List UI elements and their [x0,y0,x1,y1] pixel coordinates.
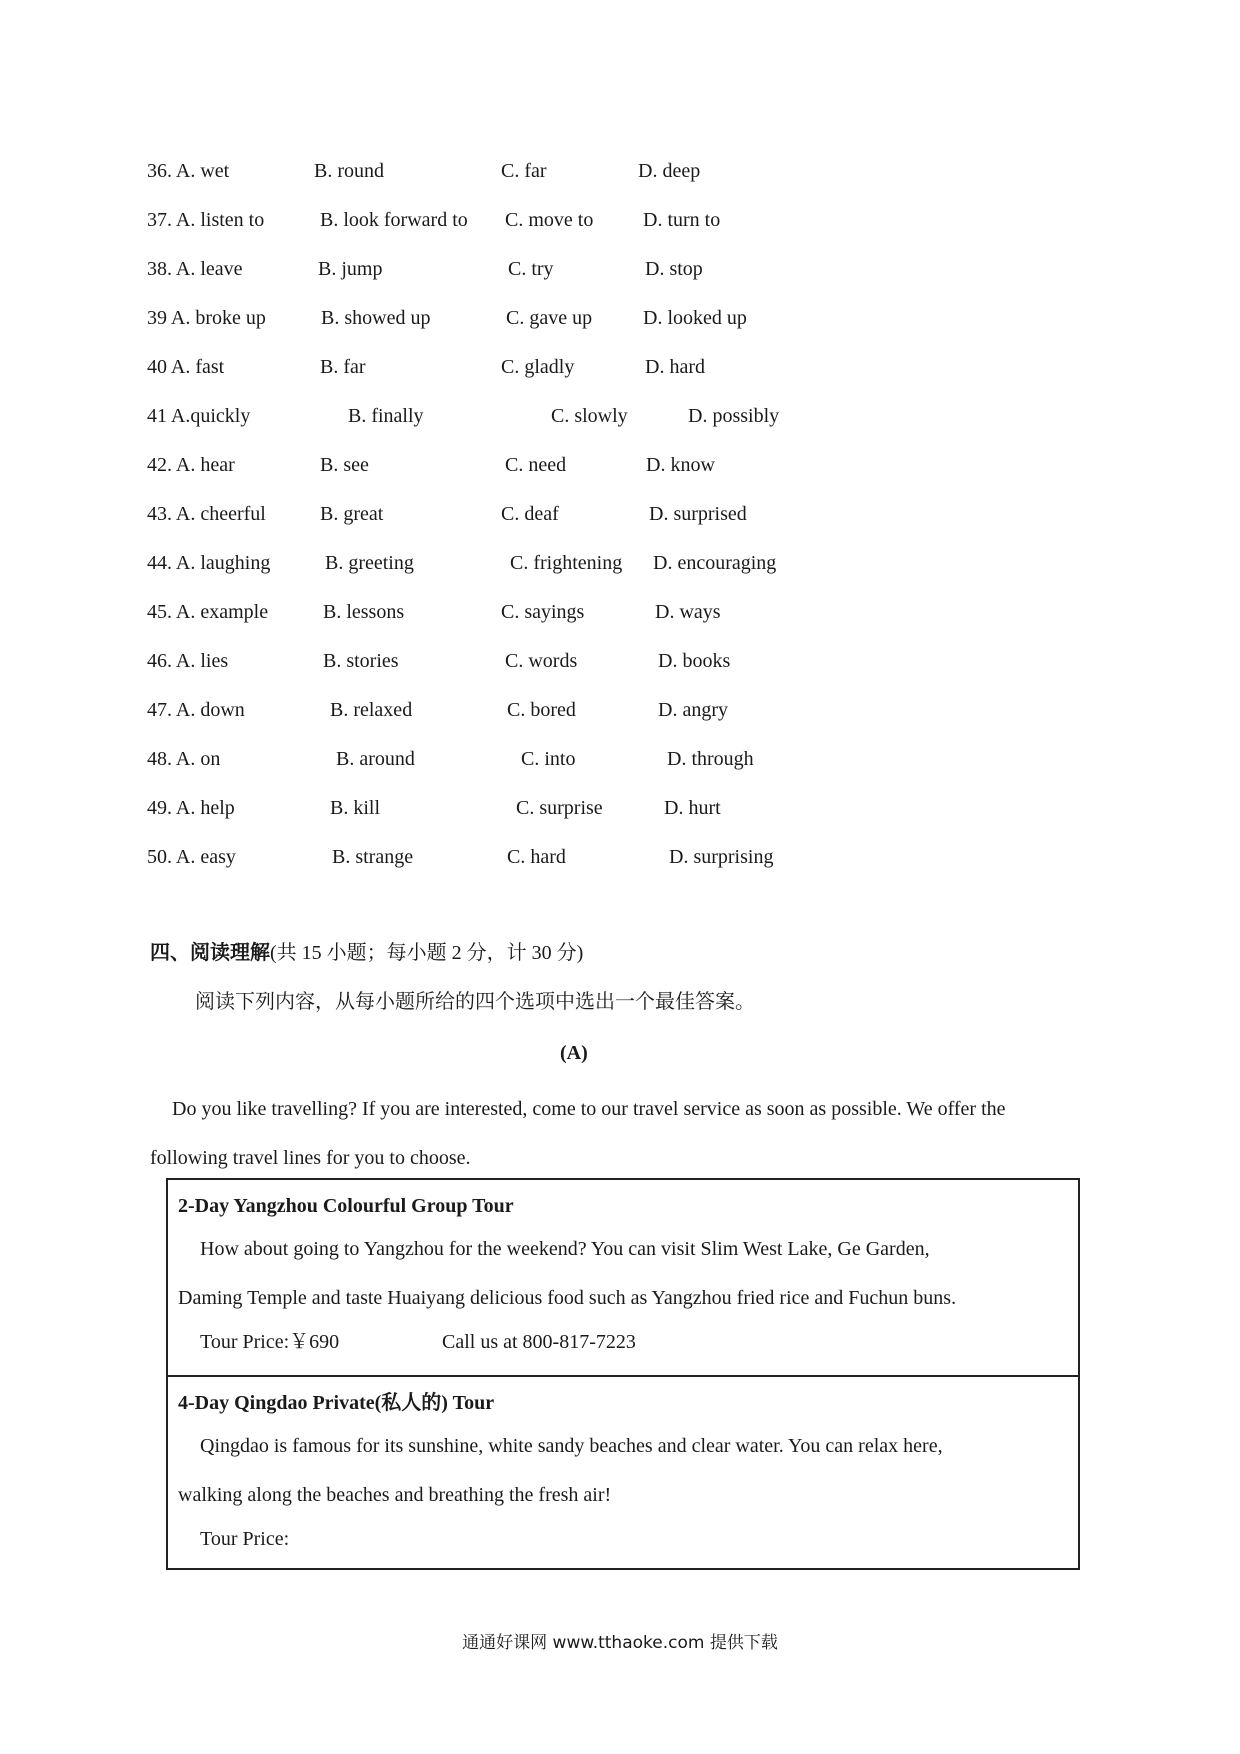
option-b: B. lessons [323,601,405,623]
option-c: C. deaf [501,503,559,525]
option-b: B. around [336,748,415,770]
question-row-48 [0,744,1240,774]
option-d: D. through [667,748,754,770]
question-row-37 [0,205,1240,235]
option-a: 39 A. broke up [147,307,266,329]
tour-cell-qingdao [168,1377,1078,1568]
option-a: 46. A. lies [147,650,229,672]
option-c: C. into [521,748,576,770]
passage-intro-line-1: Do you like travelling? If you are interested, come to our travel service as soon as possible. We offer the [172,1098,1006,1120]
option-a: 50. A. easy [147,846,236,868]
option-d: D. surprising [669,846,774,868]
option-c: C. bored [507,699,576,721]
question-row-36 [0,156,1240,186]
option-a: 44. A. laughing [147,552,271,574]
tour-description-line-1: Qingdao is famous for its sunshine, white sandy beaches and clear water. You can relax here, [200,1435,943,1457]
tour-title: 2-Day Yangzhou Colourful Group Tour [178,1195,514,1217]
question-row-46 [0,646,1240,676]
tour-price: Tour Price:￥690 [200,1331,340,1353]
option-c: C. sayings [501,601,585,623]
option-a: 48. A. on [147,748,221,770]
section-instruction: 阅读下列内容，从每小题所给的四个选项中选出一个最佳答案。 [195,991,755,1013]
option-c: C. frightening [510,552,623,574]
option-c: C. gladly [501,356,575,378]
tour-description-line-2: Daming Temple and taste Huaiyang delicious food such as Yangzhou fried rice and Fuchun buns. [178,1287,957,1309]
question-row-41 [0,401,1240,431]
option-d: D. stop [645,258,703,280]
option-a: 38. A. leave [147,258,243,280]
option-d: D. looked up [643,307,747,329]
section-heading-bold: 四、阅读理解 [150,942,270,964]
option-b: B. far [320,356,366,378]
option-c: C. try [508,258,554,280]
option-a: 36. A. wet [147,160,230,182]
option-c: C. far [501,160,547,182]
option-a: 37. A. listen to [147,209,265,231]
option-a: 45. A. example [147,601,269,623]
question-row-47 [0,695,1240,725]
section-heading-scoring: (共 15 小题；每小题 2 分，计 30 分) [270,942,584,964]
option-c: C. surprise [516,797,603,819]
option-c: C. words [505,650,578,672]
tour-description [178,1225,1068,1323]
option-a: 47. A. down [147,699,245,721]
option-c: C. need [505,454,567,476]
option-b: B. strange [332,846,414,868]
option-b: B. relaxed [330,699,413,721]
tour-price-line [178,1327,1068,1357]
option-d: D. turn to [643,209,721,231]
option-b: B. showed up [321,307,431,329]
option-c: C. hard [507,846,566,868]
option-d: D. know [646,454,715,476]
question-row-50 [0,842,1240,872]
section-heading [150,938,583,968]
page-footer: 通通好课网 www.tthaoke.com 提供下载 [462,1633,778,1653]
question-row-44 [0,548,1240,578]
option-d: D. deep [638,160,701,182]
option-b: B. kill [330,797,381,819]
tour-title: 4-Day Qingdao Private(私人的) Tour [178,1392,495,1414]
tour-table [166,1178,1080,1570]
option-b: B. round [314,160,384,182]
option-c: C. move to [505,209,594,231]
tour-description [178,1422,1068,1520]
question-row-42 [0,450,1240,480]
option-a: 49. A. help [147,797,235,819]
option-a: 40 A. fast [147,356,225,378]
option-c: C. slowly [551,405,628,427]
question-row-40 [0,352,1240,382]
option-c: C. gave up [506,307,593,329]
option-a: 42. A. hear [147,454,235,476]
tour-cell-yangzhou [168,1180,1078,1377]
option-d: D. encouraging [653,552,777,574]
option-b: B. great [320,503,384,525]
option-d: D. hard [645,356,705,378]
option-a: 41 A.quickly [147,405,251,427]
option-b: B. stories [323,650,399,672]
question-row-49 [0,793,1240,823]
option-d: D. books [658,650,731,672]
question-row-43 [0,499,1240,529]
tour-price: Tour Price: [200,1528,290,1550]
tour-description-line-2: walking along the beaches and breathing the fresh air! [178,1484,612,1506]
question-row-39 [0,303,1240,333]
option-b: B. jump [318,258,383,280]
option-b: B. greeting [325,552,414,574]
option-b: B. see [320,454,369,476]
question-row-38 [0,254,1240,284]
option-d: D. possibly [688,405,780,427]
option-b: B. finally [348,405,424,427]
option-d: D. surprised [649,503,747,525]
passage-intro [150,1085,1105,1183]
option-d: D. angry [658,699,728,721]
tour-price-line [178,1524,1068,1554]
option-a: 43. A. cheerful [147,503,266,525]
option-d: D. hurt [664,797,721,819]
passage-intro-line-2: following travel lines for you to choose. [150,1147,471,1169]
option-d: D. ways [655,601,721,623]
passage-label: (A) [560,1042,588,1064]
option-b: B. look forward to [320,209,468,231]
tour-description-line-1: How about going to Yangzhou for the weekend? You can visit Slim West Lake, Ge Garden, [200,1238,930,1260]
tour-phone: Call us at 800-817-7223 [442,1331,636,1353]
question-row-45 [0,597,1240,627]
